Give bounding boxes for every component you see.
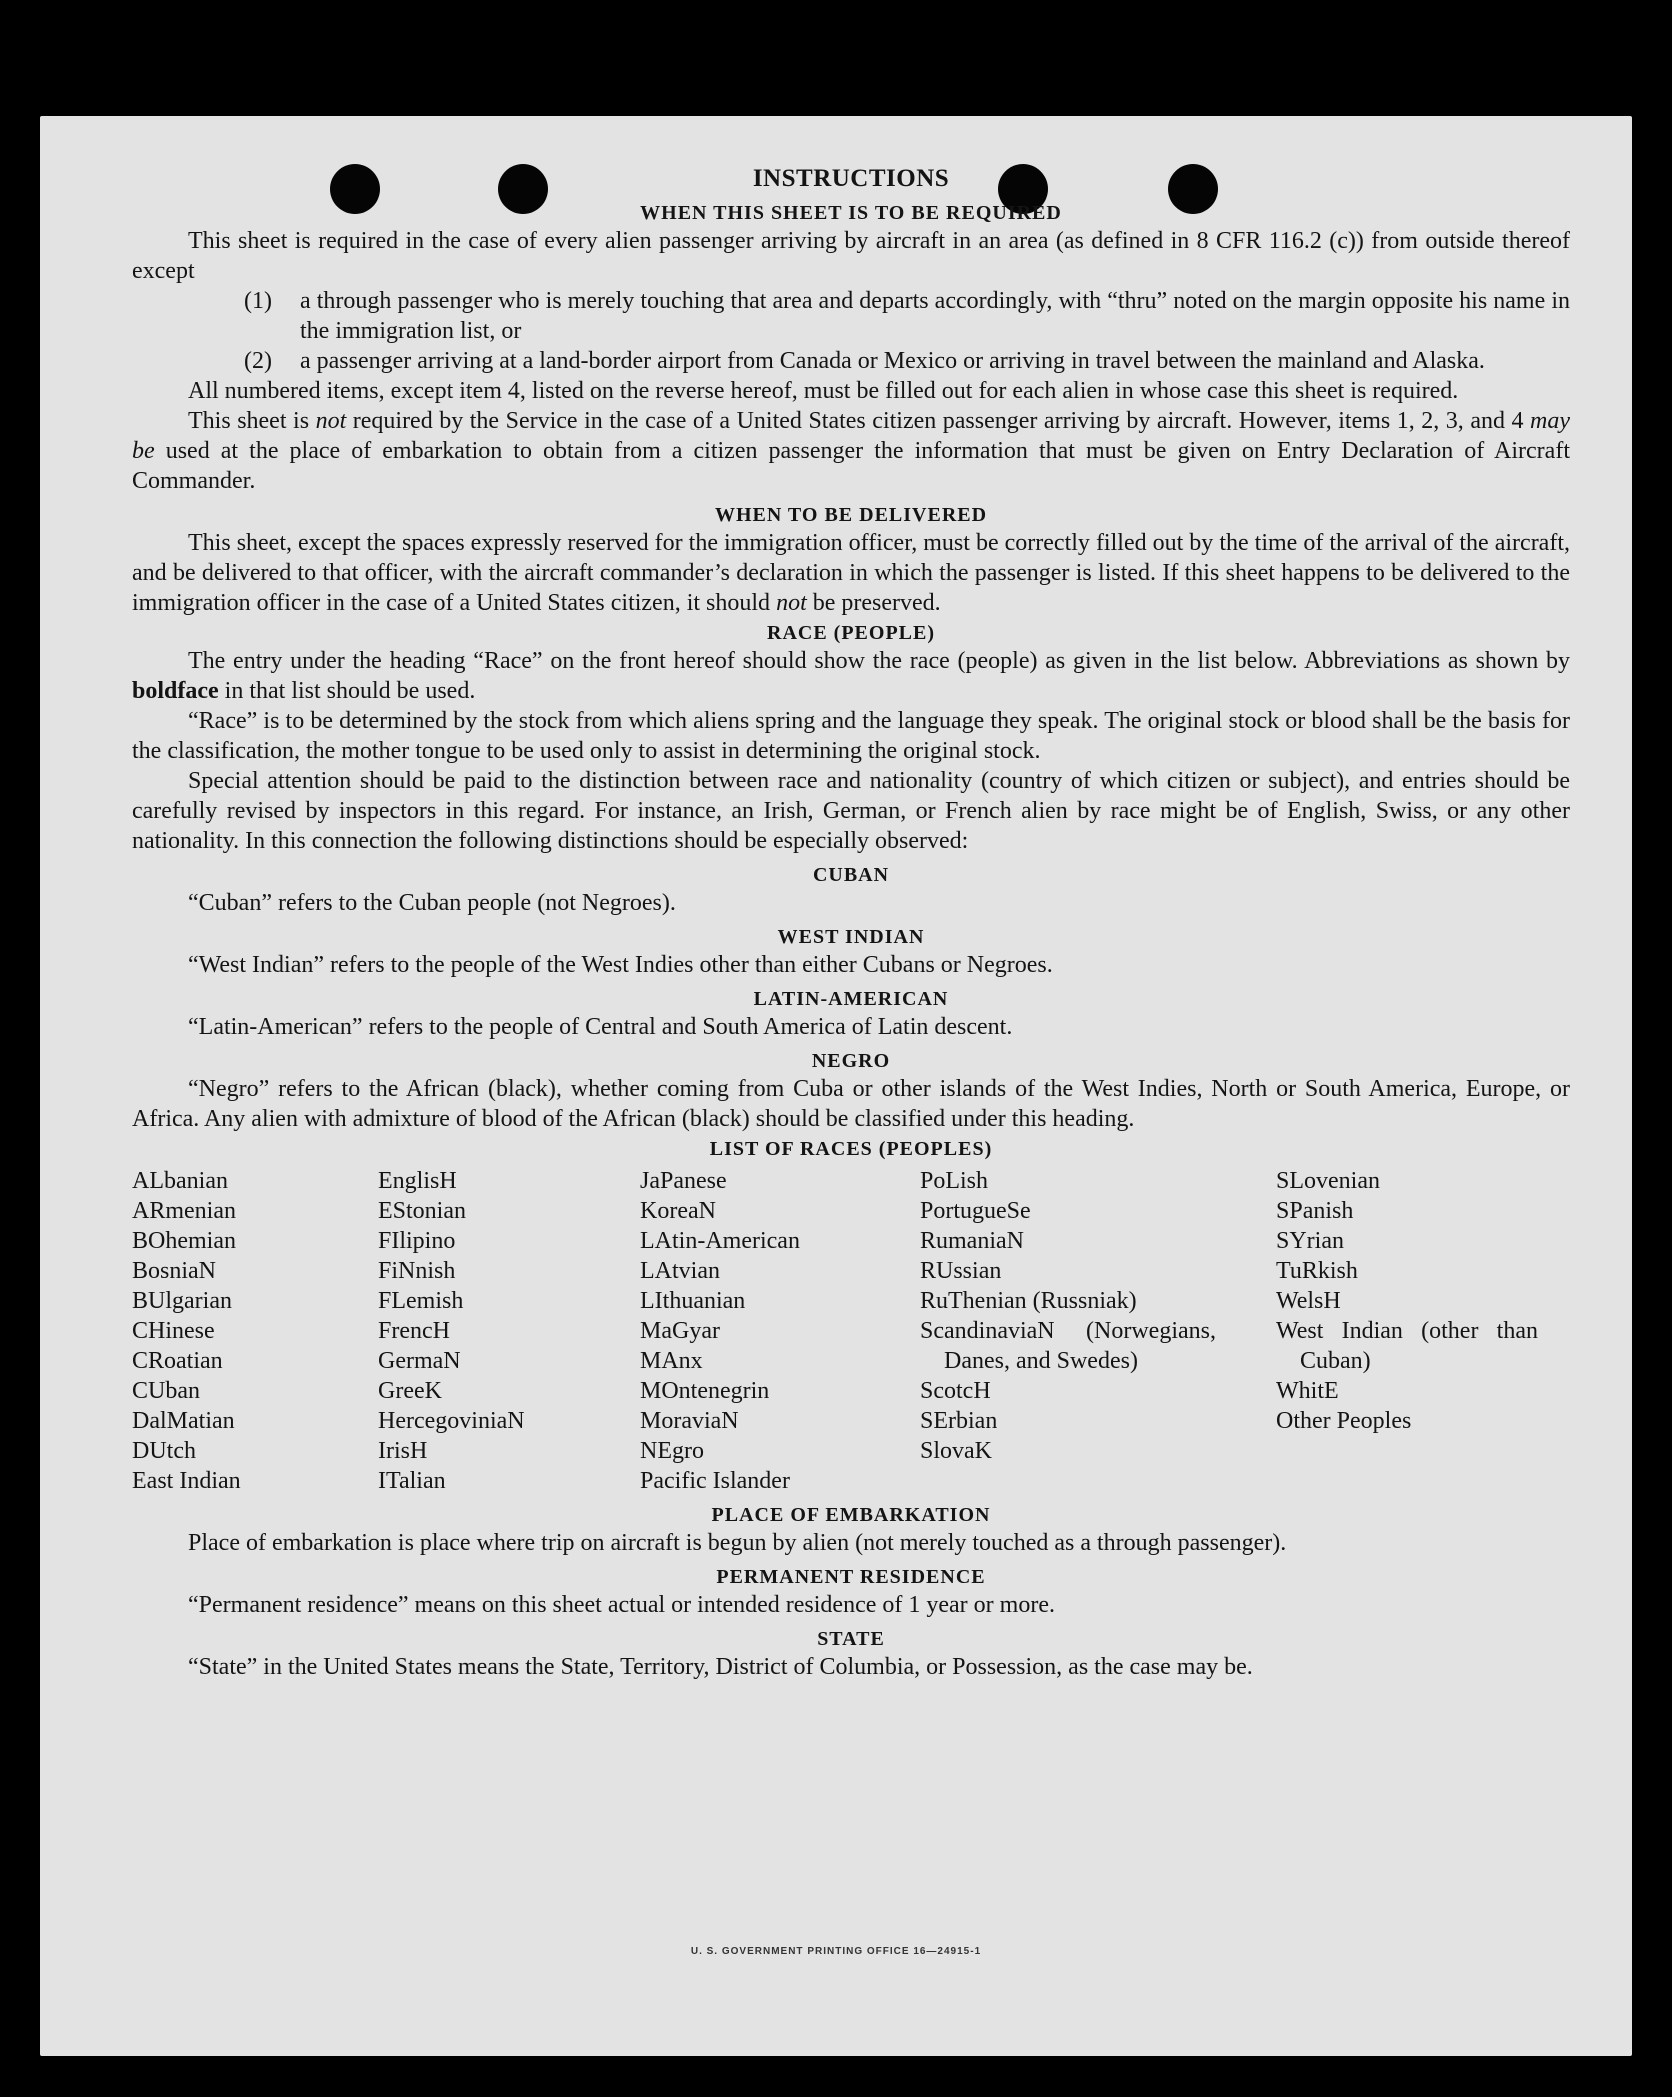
- race-entry: West Indian (other than Cuban): [1276, 1318, 1538, 1374]
- race-entry: MaGyar: [640, 1318, 720, 1344]
- race-entry: CUban: [132, 1378, 200, 1404]
- race-entry: MoraviaN: [640, 1408, 739, 1434]
- race-entry: JaPanese: [640, 1168, 727, 1194]
- race-entry: GermaN: [378, 1348, 461, 1374]
- section-heading-list-of-races: LIST OF RACES (PEOPLES): [709, 1138, 993, 1160]
- race-entry: ScotcH: [920, 1378, 991, 1404]
- list-item: [244, 346, 1570, 376]
- race-entry: SPanish: [1276, 1198, 1354, 1224]
- paragraph: Place of embarkation is place where trip on aircraft is begun by alien (not merely touched as a through passenger).: [188, 1530, 1287, 1556]
- race-entry: FLemish: [378, 1288, 464, 1314]
- race-entry: RUssian: [920, 1258, 1002, 1284]
- paragraph: This sheet is not required by the Service in the case of a United States citizen passenger arriving by aircraft. However, items 1, 2, 3, and 4 may be used at the place of embarkation to obtain from a citizen passenger the information that must be given on Entry Declaration of Aircraft Commander.: [132, 408, 1570, 494]
- paragraph: “West Indian” refers to the people of the West Indies other than either Cubans or Negroes.: [188, 952, 1053, 978]
- race-entry: Pacific Islander: [640, 1468, 790, 1494]
- race-entry: BUlgarian: [132, 1288, 232, 1314]
- race-entry: PoLish: [920, 1168, 989, 1194]
- race-entry: MAnx: [640, 1348, 703, 1374]
- race-entry: LAtvian: [640, 1258, 720, 1284]
- race-entry: NEgro: [640, 1438, 704, 1464]
- race-entry: FiNnish: [378, 1258, 456, 1284]
- race-column: [920, 1166, 1276, 1496]
- race-entry: GreeK: [378, 1378, 442, 1404]
- race-entry: LAtin-American: [640, 1228, 800, 1254]
- race-entry: RuThenian (Russniak): [920, 1288, 1137, 1314]
- race-entry: DalMatian: [132, 1408, 235, 1434]
- race-entry: Other Peoples: [1276, 1408, 1412, 1434]
- paragraph: “Permanent residence” means on this sheet actual or intended residence of 1 year or more.: [188, 1592, 1055, 1618]
- race-entry: DUtch: [132, 1438, 196, 1464]
- race-entry: RumaniaN: [920, 1228, 1024, 1254]
- paragraph: The entry under the heading “Race” on the front hereof should show the race (people) as given in the list below. Abbreviations as shown by boldface in that list should be used.: [132, 648, 1570, 704]
- section-heading-west-indian: WEST INDIAN: [777, 926, 925, 948]
- race-entry: CRoatian: [132, 1348, 223, 1374]
- section-heading-when-delivered: WHEN TO BE DELIVERED: [714, 504, 988, 526]
- race-entry: ARmenian: [132, 1198, 236, 1224]
- race-entry: MOntenegrin: [640, 1378, 770, 1404]
- item-text: a passenger arriving at a land-border airport from Canada or Mexico or arriving in travel between the mainland and Alaska.: [300, 348, 1485, 374]
- item-number: (1): [244, 288, 272, 314]
- section-heading-race: RACE (PEOPLE): [767, 622, 935, 644]
- race-entry: EStonian: [378, 1198, 466, 1224]
- race-entry: FIlipino: [378, 1228, 456, 1254]
- race-entry: ScandinaviaN (Norwegians, Danes, and Swedes): [920, 1318, 1216, 1374]
- race-entry: WelsH: [1276, 1288, 1341, 1314]
- paragraph: “Negro” refers to the African (black), whether coming from Cuba or other islands of the West Indies, North or South America, Europe, or Africa. Any alien with admixture of blood of the African (black) should be classified under this heading.: [132, 1076, 1570, 1132]
- race-entry: PortugueSe: [920, 1198, 1031, 1224]
- page-title: INSTRUCTIONS: [752, 165, 950, 192]
- item-number: (2): [244, 348, 272, 374]
- paragraph: Special attention should be paid to the distinction between race and nationality (country of which citizen or subject), and entries should be carefully revised by inspectors in this regard. For instance, an Irish, German, or French alien by race might be of English, Swiss, or any other nationality. In this connection the following distinctions should be especially observed:: [132, 768, 1570, 854]
- race-entry: ALbanian: [132, 1168, 228, 1194]
- document-body: [132, 164, 1570, 1682]
- paragraph: “Latin-American” refers to the people of Central and South America of Latin descent.: [188, 1014, 1013, 1040]
- race-entry: SLovenian: [1276, 1168, 1380, 1194]
- race-entry: HercegoviniaN: [378, 1408, 525, 1434]
- item-text: a through passenger who is merely touching that area and departs accordingly, with “thru” noted on the margin opposite his name in the immigration list, or: [300, 288, 1570, 344]
- paragraph: This sheet is required in the case of every alien passenger arriving by aircraft in an area (as defined in 8 CFR 116.2 (c)) from outside thereof except: [132, 228, 1570, 284]
- paragraph: “Cuban” refers to the Cuban people (not Negroes).: [188, 890, 676, 916]
- paragraph: All numbered items, except item 4, listed on the reverse hereof, must be filled out for each alien in whose case this sheet is required.: [188, 378, 1459, 404]
- section-heading-negro: NEGRO: [811, 1050, 891, 1072]
- race-entry: EnglisH: [378, 1168, 457, 1194]
- race-column: [1276, 1166, 1538, 1496]
- race-entry: ITalian: [378, 1468, 446, 1494]
- section-heading-when-required: WHEN THIS SHEET IS TO BE REQUIRED: [640, 202, 1062, 224]
- race-entry: KoreaN: [640, 1198, 716, 1224]
- document-page: [40, 116, 1632, 2056]
- race-list: [132, 1166, 1570, 1496]
- race-entry: CHinese: [132, 1318, 215, 1344]
- paragraph: “State” in the United States means the State, Territory, District of Columbia, or Possession, as the case may be.: [188, 1654, 1253, 1680]
- race-column: [378, 1166, 640, 1496]
- race-entry: SlovaK: [920, 1438, 992, 1464]
- race-column: [132, 1166, 378, 1496]
- race-entry: TuRkish: [1276, 1258, 1358, 1284]
- race-entry: WhitE: [1276, 1378, 1339, 1404]
- section-heading-latin-american: LATIN-AMERICAN: [753, 988, 949, 1010]
- exception-list: [132, 286, 1570, 376]
- printer-footer: U. S. GOVERNMENT PRINTING OFFICE 16—24915-1: [690, 1946, 982, 1957]
- race-entry: BosniaN: [132, 1258, 216, 1284]
- section-heading-state: STATE: [817, 1628, 885, 1650]
- paragraph: “Race” is to be determined by the stock from which aliens spring and the language they speak. The original stock or blood shall be the basis for the classification, the mother tongue to be used only to assist in determining the original stock.: [132, 708, 1570, 764]
- race-entry: BOhemian: [132, 1228, 236, 1254]
- race-entry: IrisH: [378, 1438, 428, 1464]
- race-column: [640, 1166, 920, 1496]
- paragraph: This sheet, except the spaces expressly reserved for the immigration officer, must be correctly filled out by the time of the arrival of the aircraft, and be delivered to that officer, with the aircraft commander’s declaration in which the passenger is listed. If this sheet happens to be delivered to the immigration officer in the case of a United States citizen, it should not be preserved.: [132, 530, 1570, 616]
- race-entry: SErbian: [920, 1408, 998, 1434]
- race-entry: FrencH: [378, 1318, 450, 1344]
- section-heading-cuban: CUBAN: [812, 864, 890, 886]
- race-entry: LIthuanian: [640, 1288, 746, 1314]
- race-entry: East Indian: [132, 1468, 241, 1494]
- race-entry: SYrian: [1276, 1228, 1344, 1254]
- list-item: [244, 286, 1570, 346]
- section-heading-embarkation: PLACE OF EMBARKATION: [711, 1504, 991, 1526]
- section-heading-residence: PERMANENT RESIDENCE: [716, 1566, 986, 1588]
